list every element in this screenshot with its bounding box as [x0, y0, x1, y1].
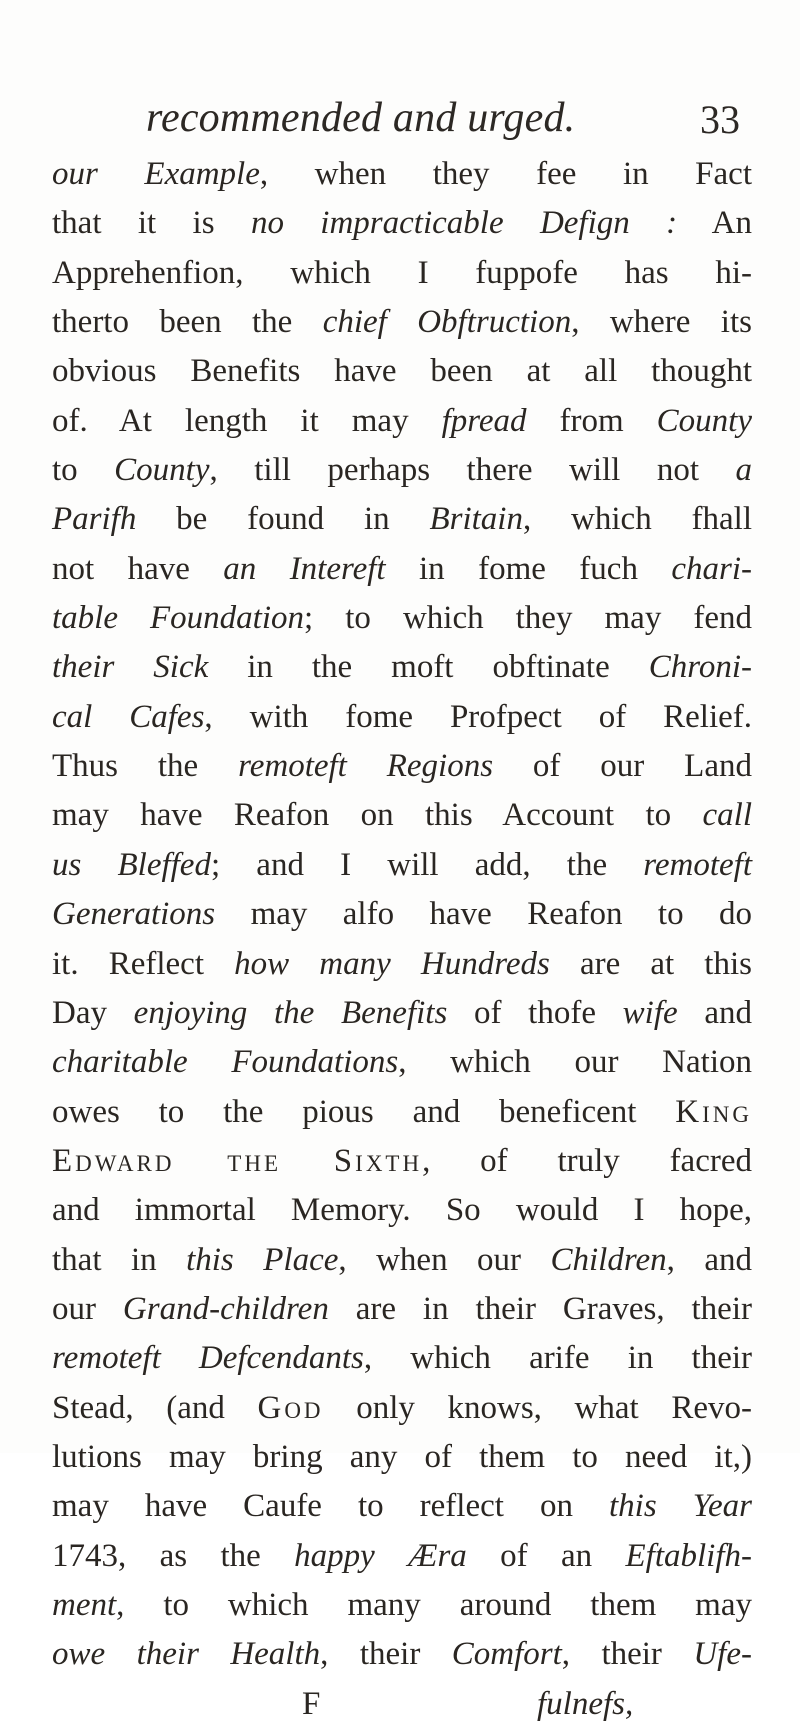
- text-span: to: [52, 452, 115, 489]
- running-head: [140, 92, 740, 148]
- text-line: [52, 1334, 752, 1383]
- text-span: of an: [466, 1537, 626, 1574]
- text-line: [52, 249, 752, 298]
- text-line: [52, 742, 752, 791]
- text-span: , to which many around them may: [116, 1586, 752, 1623]
- text-span: , which arife in their: [363, 1340, 753, 1377]
- text-span: and: [677, 994, 752, 1031]
- text-span: of thofe: [447, 994, 623, 1031]
- text-line: [52, 1038, 752, 1087]
- text-line: [52, 1186, 752, 1235]
- text-line: [52, 890, 752, 939]
- text-span: be found in: [136, 501, 430, 538]
- text-span: and immortal Memory. So would I hope,: [52, 1192, 752, 1229]
- text-line: [52, 693, 752, 742]
- text-span: 1743, as the: [52, 1537, 295, 1574]
- text-span: Stead, (and: [52, 1389, 258, 1426]
- text-span: Apprehenfion, which I fuppofe has hi-: [52, 254, 752, 291]
- italic-span: table Foundation: [52, 600, 305, 637]
- italic-span: owe their Health: [52, 1636, 321, 1673]
- text-span: An: [677, 205, 752, 242]
- signature-mark: F: [302, 1685, 321, 1722]
- text-span: , and: [666, 1241, 752, 1278]
- italic-span: Chroni-: [648, 649, 752, 686]
- text-line: [52, 841, 752, 890]
- text-span: that it is: [52, 205, 251, 242]
- italic-span: this Place: [186, 1241, 339, 1278]
- running-title: recommended and urged.: [146, 95, 576, 141]
- text-span: that in: [52, 1241, 187, 1278]
- italic-span: Parifh: [52, 501, 137, 538]
- text-line: [52, 1236, 752, 1285]
- text-span: therto been the: [52, 304, 323, 341]
- italic-span: our Example: [52, 156, 260, 192]
- text-span: it. Reflect: [52, 945, 235, 982]
- text-line: [52, 1433, 752, 1482]
- text-span: only knows, what Revo-: [323, 1389, 752, 1426]
- italic-span: remoteft: [643, 846, 752, 883]
- italic-span: happy Æra: [294, 1537, 467, 1574]
- small-caps-span: God: [257, 1389, 324, 1426]
- text-line: [52, 446, 752, 495]
- text-span: in fome fuch: [385, 550, 672, 587]
- italic-span: Comfort: [451, 1636, 562, 1673]
- text-span: may alfo have Reafon to do: [215, 896, 752, 933]
- text-span: our: [52, 1290, 123, 1327]
- text-line: [52, 791, 752, 840]
- text-span: may have Reafon on this Account to: [52, 797, 703, 834]
- small-caps-span: King: [675, 1093, 752, 1130]
- italic-span: remoteft Defcendants: [52, 1340, 364, 1377]
- italic-span: ment: [52, 1586, 117, 1623]
- body-text: [52, 150, 752, 1729]
- text-span: , till perhaps there will not: [209, 452, 736, 489]
- text-span: ; and I will add, the: [210, 846, 644, 883]
- text-line: [52, 397, 752, 446]
- text-span: owes to the pious and beneficent: [52, 1093, 676, 1130]
- text-span: of our Land: [493, 748, 752, 785]
- italic-span: enjoying the Benefits: [133, 994, 448, 1031]
- text-line: [52, 347, 752, 396]
- italic-span: wife: [622, 994, 678, 1031]
- footer-line: [52, 1680, 752, 1729]
- text-span: obvious Benefits have been at all thought: [52, 353, 752, 390]
- italic-span: an Intereft: [223, 550, 386, 587]
- text-line: [52, 1532, 752, 1581]
- text-span: in the moft obftinate: [208, 649, 649, 686]
- text-line: [52, 1581, 752, 1630]
- italic-span: County: [656, 402, 752, 439]
- text-line: [52, 150, 752, 199]
- text-line: [52, 594, 752, 643]
- italic-span: chari-: [671, 550, 753, 587]
- italic-span: call: [702, 797, 752, 834]
- text-span: ; to which they may fend: [304, 600, 752, 637]
- italic-span: chief Obftruction: [322, 304, 572, 341]
- text-line: [52, 545, 752, 594]
- catchword: fulnefs,: [537, 1685, 634, 1722]
- small-caps-span: Edward the Sixth: [52, 1142, 423, 1179]
- italic-span: how many Hundreds: [234, 945, 550, 982]
- text-span: from: [526, 402, 657, 439]
- text-line: [52, 1482, 752, 1531]
- text-line: [52, 940, 752, 989]
- italic-span: Generations: [52, 896, 216, 933]
- italic-span: County: [114, 452, 210, 489]
- text-span: lutions may bring any of them to need it,): [52, 1438, 752, 1475]
- italic-span: this Year: [608, 1488, 753, 1525]
- text-span: of. At length it may: [52, 402, 442, 439]
- text-span: , their: [561, 1636, 694, 1673]
- text-span: , with fome Profpect of Relief.: [204, 698, 752, 735]
- text-line: [52, 1285, 752, 1334]
- text-span: Thus the: [52, 748, 239, 785]
- italic-span: fpread: [441, 402, 527, 439]
- text-line: [52, 1137, 752, 1186]
- text-span: , of truly facred: [422, 1142, 752, 1179]
- italic-span: remoteft Regions: [238, 748, 494, 785]
- italic-span: Britain: [429, 501, 523, 538]
- text-span: may have Caufe to reflect on: [52, 1488, 609, 1525]
- text-line: [52, 298, 752, 347]
- text-line: [52, 495, 752, 544]
- text-span: Day: [52, 994, 134, 1031]
- page-number: 33: [700, 97, 740, 142]
- italic-span: charitable Foundations: [52, 1044, 399, 1081]
- text-span: , their: [320, 1636, 452, 1673]
- text-span: not have: [52, 550, 224, 587]
- italic-span: their Sick: [52, 649, 209, 686]
- text-span: are in their Graves, their: [328, 1290, 752, 1327]
- text-line: [52, 643, 752, 692]
- italic-span: Eftablifh-: [625, 1537, 752, 1574]
- italic-span: us Bleffed: [52, 846, 211, 883]
- text-span: , when our: [338, 1241, 551, 1278]
- text-span: , where its: [571, 304, 752, 341]
- italic-span: Ufe-: [693, 1636, 752, 1673]
- italic-span: a: [735, 452, 752, 489]
- italic-span: Grand-children: [122, 1290, 329, 1327]
- text-line: [52, 989, 752, 1038]
- text-span: , which our Nation: [398, 1044, 752, 1081]
- text-span: are at this: [549, 945, 752, 982]
- text-line: [52, 1630, 752, 1679]
- italic-span: no impracticable Defign :: [250, 205, 678, 242]
- italic-span: cal Cafes: [52, 698, 205, 735]
- text-line: [52, 1384, 752, 1433]
- text-line: [52, 199, 752, 248]
- italic-span: Children: [550, 1241, 667, 1278]
- text-span: , when they fee in Fact: [259, 156, 752, 192]
- text-span: , which fhall: [522, 501, 752, 538]
- text-line: [52, 1088, 752, 1137]
